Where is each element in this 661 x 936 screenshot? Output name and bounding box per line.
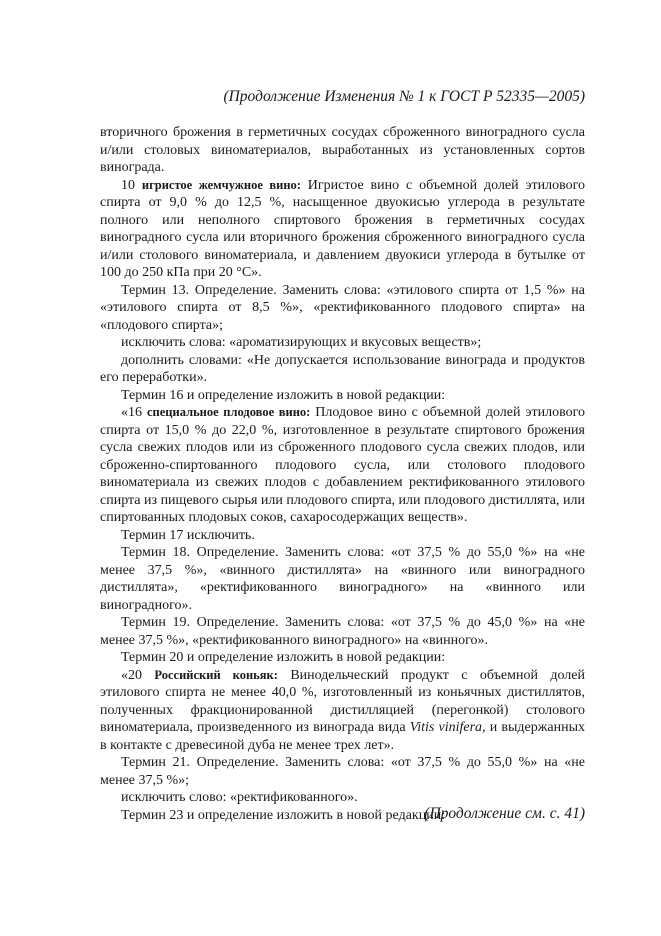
paragraph-add-words: дополнить словами: «Не допускается использование винограда и продуктов его переработки». — [100, 352, 585, 385]
term-name: игристое жемчужное вино: — [141, 177, 301, 192]
term-number: «20 — [121, 667, 155, 683]
term-definition: Плодовое вино с объемной долей этилового спирта от 15,0 % до 22,0 %, изготовленное в результате спиртового брожения сусла свежих плодов или из сброженного плодового сусла свежих плодов, или сброженно-спиртованного плодового сусла, или столового плодового виноматериала из свежих плодов с добавлением ректификованного этилового спирта из пищевого сырья или плодового спирта, или плодового дистиллята, или спиртованных плодовых соков, сахаросодержащих веществ». — [100, 405, 585, 525]
paragraph-term-16-intro: Термин 16 и определение изложить в новой редакции: — [121, 387, 446, 403]
term-name: специальное плодовое вино: — [147, 405, 311, 419]
term-definition-part-a: Винодельческий продукт с объемной долей этилового спирта не менее 40,0 %, изготовленный из коньячных дистиллятов, полученных фракционированной дистилляцией (перегонкой) столового виноматериала, произведенного из винограда вида — [100, 667, 586, 735]
paragraph-term-17: Термин 17 исключить. — [121, 527, 255, 543]
paragraph-term-10 — [100, 177, 585, 282]
paragraph-term-13: Термин 13. Определение. Заменить слова: «этилового спирта от 1,5 %» на «этилового спирта от 8,5 %», «ректификованного плодового спирта» на «плодового спирта»; — [100, 282, 585, 333]
term-number: «16 — [121, 405, 147, 420]
page-header-continuation: (Продолжение Изменения № 1 к ГОСТ Р 52335—2005) — [223, 88, 585, 105]
paragraph-term-18: Термин 18. Определение. Заменить слова: «от 37,5 % до 55,0 %» на «не менее 37,5 %», «винного дистиллята» на «винного или виноградного дистиллята», «ректификованного виноградного» на «винного или виноградного». — [100, 545, 585, 613]
term-definition-part-b: , и выдержанных в контакте с древесиной дуба не менее трех лет». — [100, 720, 585, 753]
term-number: 10 — [121, 177, 142, 193]
paragraph-term-16 — [100, 404, 585, 527]
paragraph-term-19: Термин 19. Определение. Заменить слова: «от 37,5 % до 45,0 %» на «не менее 37,5 %», «ректификованного виноградного» на «винного». — [100, 615, 585, 648]
paragraph-1: вторичного брожения в герметичных сосудах сброженного виноградного сусла и/или столовых виноматериалов, выработанных из установленных сортов винограда. — [100, 125, 585, 175]
document-body — [100, 124, 585, 824]
paragraph-term-23-intro: Термин 23 и определение изложить в новой редакции: — [121, 807, 446, 823]
paragraph-term-20-intro: Термин 20 и определение изложить в новой редакции: — [121, 650, 446, 665]
paragraph-exclude-word: исключить слово: «ректификованного». — [121, 790, 358, 805]
paragraph-term-21: Термин 21. Определение. Заменить слова: «от 37,5 % до 55,0 %» на «не менее 37,5 %»; — [100, 755, 585, 788]
paragraph-term-20 — [100, 667, 585, 755]
latin-species-name: Vitis vinifera — [409, 720, 483, 735]
page-footer-continuation: (Продолжение см. с. 41) — [424, 805, 585, 822]
paragraph-exclude-words: исключить слова: «ароматизирующих и вкусовых веществ»; — [121, 335, 482, 350]
term-definition: Игристое вино с объемной долей этилового спирта от 9,0 % до 12,5 %, насыщенное двуокисью углерода в результате полного или неполного спиртового брожения в герметичных сосудах виноградного сусла или вторичного брожения сброженного виноградного сусла и/или столового виноматериала, и давлением двуокиси углерода в бутылке от 100 до 250 кПа при 20 °С». — [100, 177, 586, 280]
term-name: Российский коньяк: — [154, 667, 278, 682]
